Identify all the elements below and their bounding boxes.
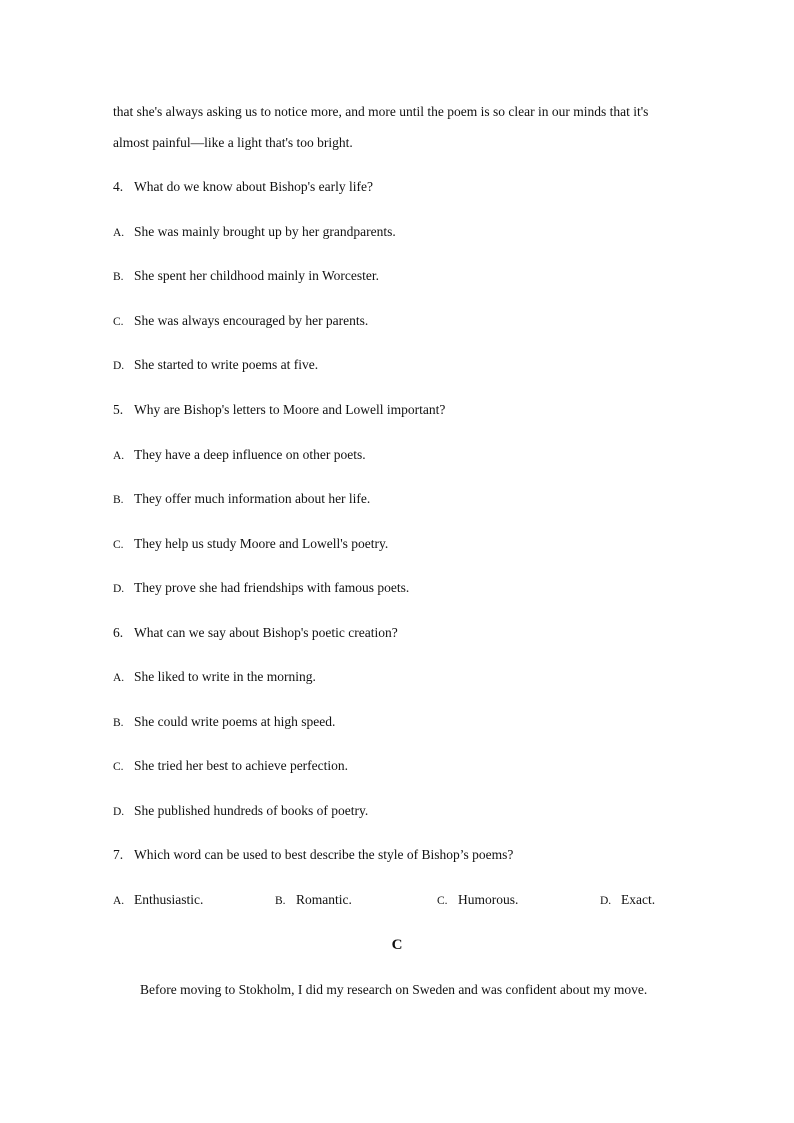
question-text: What do we know about Bishop's early life? xyxy=(134,179,373,194)
option-letter: A. xyxy=(113,895,125,907)
question-number: 5. xyxy=(113,402,124,417)
question-text: Why are Bishop's letters to Moore and Lowell important? xyxy=(134,402,446,417)
option-text: She spent her childhood mainly in Worcester. xyxy=(134,268,379,283)
question-4 xyxy=(113,178,373,196)
option-letter: C. xyxy=(113,316,124,328)
option-text: She was mainly brought up by her grandparents. xyxy=(134,224,396,239)
q5-option-a[interactable] xyxy=(113,446,366,465)
option-text: Exact. xyxy=(621,892,656,907)
option-text: She could write poems at high speed. xyxy=(134,714,336,729)
option-letter: B. xyxy=(113,494,124,506)
option-text: Humorous. xyxy=(458,892,519,907)
question-text: What can we say about Bishop's poetic creation? xyxy=(134,625,398,640)
option-text: Romantic. xyxy=(296,892,352,907)
option-text: They prove she had friendships with famous poets. xyxy=(134,580,410,595)
q6-option-c[interactable] xyxy=(113,757,348,776)
q7-option-d[interactable] xyxy=(600,891,655,910)
option-text: She tried her best to achieve perfection. xyxy=(134,758,349,773)
q7-option-a[interactable] xyxy=(113,891,203,910)
q5-option-b[interactable] xyxy=(113,490,370,509)
question-6 xyxy=(113,624,398,642)
option-text: She published hundreds of books of poetry. xyxy=(134,803,369,818)
question-7 xyxy=(113,846,513,864)
option-letter: B. xyxy=(113,717,124,729)
q4-option-a[interactable] xyxy=(113,223,396,242)
option-letter: C. xyxy=(437,895,448,907)
option-letter: D. xyxy=(600,895,612,907)
q6-option-b[interactable] xyxy=(113,713,335,732)
option-letter: D. xyxy=(113,806,125,818)
section-c-first-line: Before moving to Stokholm, I did my research on Sweden and was confident about my move. xyxy=(140,982,648,997)
option-letter: C. xyxy=(113,761,124,773)
q6-option-d[interactable] xyxy=(113,802,368,821)
option-text: They help us study Moore and Lowell's poetry. xyxy=(134,536,389,551)
question-5 xyxy=(113,401,445,419)
section-heading: C xyxy=(391,937,403,953)
q5-option-c[interactable] xyxy=(113,535,388,554)
q7-options-row xyxy=(113,891,673,909)
question-text: Which word can be used to best describe the style of Bishop’s poems? xyxy=(134,847,514,862)
question-number: 4. xyxy=(113,179,124,194)
q5-option-d[interactable] xyxy=(113,579,409,598)
option-letter: B. xyxy=(275,895,286,907)
option-letter: C. xyxy=(113,539,124,551)
passage-line-2: almost painful—like a light that's too bright. xyxy=(113,135,353,150)
q6-option-a[interactable] xyxy=(113,668,316,687)
q4-option-c[interactable] xyxy=(113,312,368,331)
passage-line-1: that she's always asking us to notice more, and more until the poem is so clear in our minds that it's xyxy=(113,104,649,119)
option-letter: D. xyxy=(113,360,125,372)
option-letter: A. xyxy=(113,672,125,684)
option-text: They have a deep influence on other poets. xyxy=(134,447,366,462)
q7-option-c[interactable] xyxy=(437,891,518,910)
q7-option-b[interactable] xyxy=(275,891,352,910)
option-text: They offer much information about her life. xyxy=(134,491,371,506)
question-number: 7. xyxy=(113,847,124,862)
q4-option-d[interactable] xyxy=(113,356,318,375)
question-number: 6. xyxy=(113,625,124,640)
option-text: Enthusiastic. xyxy=(134,892,204,907)
option-text: She started to write poems at five. xyxy=(134,357,319,372)
option-text: She liked to write in the morning. xyxy=(134,669,316,684)
option-letter: B. xyxy=(113,271,124,283)
option-text: She was always encouraged by her parents. xyxy=(134,313,369,328)
option-letter: A. xyxy=(113,450,125,462)
option-letter: A. xyxy=(113,227,125,239)
option-letter: D. xyxy=(113,583,125,595)
q4-option-b[interactable] xyxy=(113,267,379,286)
